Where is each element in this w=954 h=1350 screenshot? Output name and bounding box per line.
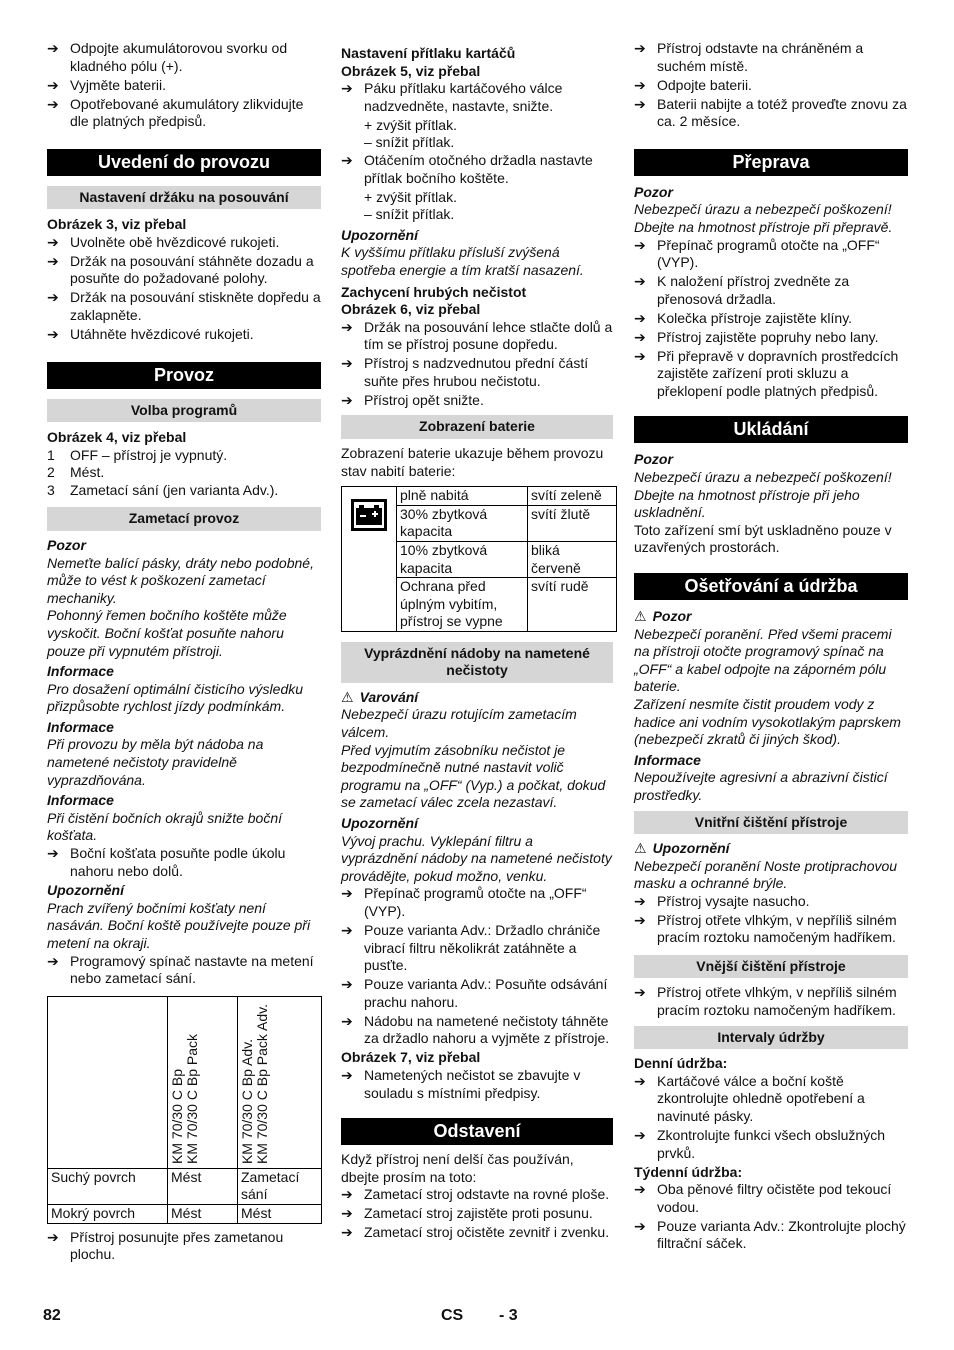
list-item: ➔ Odpojte akumulátorovou svorku od kladného pólu (+).	[47, 40, 288, 74]
figure-ref: Obrázek 6, viz přebal	[341, 301, 481, 318]
list-item: ➔ Odpojte baterii.	[634, 76, 752, 93]
column-1	[47, 40, 321, 1265]
subsection-heading: Nastavení držáku na posouvání	[47, 186, 321, 210]
figure-ref: Obrázek 4, viz přebal	[47, 429, 187, 446]
column-2: Nastavení přítlaku kartáčů Obrázek 5, viz přebal ➔ Páku přítlaku kartáčového válce nadzvedněte, nastavte, snižte. + zvýšit přítlak. – snížit přítlak. ➔ Otáčením otočného držadla nastavte přítlak bočního koštěte. + zvýšit přítlak. – snížit přítlak. Upozornění K vyššímu přítlaku přísluší zvýšená spotřeba energie a tím kratší nasazení. Zachycení hrubých nečistot Obrázek 6, viz přebal ➔ Držák na posouvání lehce stlačte dolů a tím se přístroj posune dopředu. ➔ Přístroj s nadzvednutou přední částí suňte přes hrubou nečistotu. ➔ Přístroj opět snižte. Zobrazení baterie Zobrazení baterie ukazuje během provozu stav nabití baterie: plně nabitá svítí zeleně 30% zbytková kapacita svítí žlutě 10% zbytková kapacita bliká červeně Ochrana před úplným vybitím, přístroj se vypne svítí rudě Vyprázdnění nádoby na nametené nečistoty ⚠ Varování Nebezpečí úrazu rotujícím zametacím válcem. Před vyjmutím zásobníku nečistot je bezpodmínečně nutné nastavit volič programu na „OFF“ (Vyp.) a počkat, dokud se zametací válec zcela nezastaví. Upozornění Vývoj prachu. Vyklepání filtru a vyprázdnění nádoby na nametené nečistoty provádějte, pokud možno, venku. ➔ Přepínač programů otočte na „OFF“ (VYP). ➔ Pouze varianta Adv.: Držadlo chrániče vibrací filtru několikrát zatáhněte a pusťte. ➔ Pouze varianta Adv.: Posuňte odsávání prachu nahoru. ➔ Nádobu na nametené nečistoty táhněte za držadlo nahoru a vyjměte z přístroje. Obrázek 7, viz přebal ➔ Nametených nečistot se zbavujte v souladu s místními předpisy. Odstavení Když přístroj není delší čas používán, dbejte prosím na toto: ➔ Zametací stroj odstavte na rovné ploše. ➔ Zametací stroj zajistěte proti posunu. ➔ Zametací stroj očistěte zevnitř i zvenku.	[341, 40, 613, 1243]
list-item: 3 Zametací sání (jen varianta Adv.).	[47, 481, 279, 498]
arrow-icon: ➔	[341, 80, 353, 97]
list-item: ➔ Páku přítlaku kartáčového válce nadzvedněte, nastavte, snižte.	[341, 80, 563, 114]
list-item: ➔ Přístroj vysajte nasucho.	[634, 892, 810, 909]
list-item: ➔ Přístroj posunujte přes zametanou plochu.	[47, 1228, 284, 1263]
page-sub-number: - 3	[499, 1307, 518, 1324]
table-row: Suchý povrch Mést Zametací sání	[48, 1168, 322, 1204]
arrow-icon: ➔	[634, 273, 646, 290]
figure-ref: Obrázek 3, viz přebal	[47, 216, 187, 233]
note-label: Informace	[634, 751, 701, 768]
arrow-icon: ➔	[47, 325, 59, 342]
table-header: KM 70/30 C Bp KM 70/30 C Bp Pack	[169, 1033, 200, 1164]
list-item: ➔ Přístroj otřete vlhkým, v nepříliš silném pracím roztoku namočeným hadříkem.	[634, 911, 897, 946]
section-heading: Přeprava	[634, 149, 908, 176]
arrow-icon: ➔	[341, 391, 353, 408]
subsection-heading: Vnější čištění přístroje	[634, 955, 908, 979]
note-label: Upozornění	[47, 882, 124, 899]
arrow-icon: ➔	[634, 1126, 646, 1143]
list-item: ➔ Přístroj zajistěte popruhy nebo lany.	[634, 328, 879, 345]
list-item: ➔ Přepínač programů otočte na „OFF“ (VYP).	[341, 885, 587, 919]
program-table	[47, 996, 322, 1224]
note-label: ⚠ Pozor	[634, 608, 692, 624]
figure-ref: Obrázek 5, viz přebal	[341, 62, 481, 79]
table-row: 30% zbytková kapacita svítí žlutě	[342, 505, 617, 541]
arrow-icon: ➔	[634, 911, 646, 928]
arrow-icon: ➔	[47, 1228, 59, 1245]
arrow-icon: ➔	[634, 1217, 646, 1234]
warning-icon: ⚠	[634, 840, 647, 857]
list-item: ➔ Zametací stroj zajistěte proti posunu.	[341, 1205, 593, 1222]
arrow-icon: ➔	[47, 952, 59, 969]
list-item: ➔ Přepínač programů otočte na „OFF“ (VYP).	[634, 236, 880, 271]
list-item: ➔ Oba pěnové filtry očistěte pod tekoucí vodou.	[634, 1181, 892, 1215]
arrow-icon: ➔	[341, 1205, 353, 1222]
note-text: Při provozu by měla být nádoba na nametené nečistoty pravidelně vyprazdňována.	[47, 736, 264, 788]
arrow-icon: ➔	[634, 347, 646, 364]
note-label: Informace	[47, 718, 114, 735]
table-row: 10% zbytková kapacita bliká červeně	[342, 541, 617, 577]
arrow-icon: ➔	[634, 328, 646, 345]
paragraph-title: Nastavení přítlaku kartáčů	[341, 45, 516, 61]
warning-icon: ⚠	[634, 608, 647, 624]
arrow-icon: ➔	[47, 289, 59, 306]
arrow-icon: ➔	[341, 1066, 353, 1083]
note-text: Nebezpečí úrazu a nebezpečí poškození! Dbejte na hmotnost přístroje při jeho uskladnění.	[634, 469, 892, 521]
note-text: Při čistění bočních okrajů snižte boční košťata.	[47, 809, 283, 844]
arrow-icon: ➔	[47, 252, 59, 269]
arrow-icon: ➔	[341, 1012, 353, 1029]
section-heading: Odstavení	[341, 1118, 613, 1145]
note-text: Pohonný řemen bočního koštěte může vyskočit. Boční košťat posuňte nahoru pouze při vypnutém přístroji.	[47, 607, 287, 659]
arrow-icon: ➔	[341, 151, 353, 168]
arrow-icon: ➔	[634, 1072, 646, 1089]
list-item: ➔ Při přepravě v dopravních prostředcích zajistěte zařízení proti skluzu a překlopení podle platných předpisů.	[634, 347, 899, 399]
subsection-heading: Zobrazení baterie	[341, 415, 613, 439]
list-item: ➔ Zametací stroj odstavte na rovné ploše.	[341, 1186, 610, 1203]
arrow-icon: ➔	[341, 976, 353, 993]
table-row: Mokrý povrch Mést Mést	[48, 1204, 322, 1223]
note-text: Pro dosažení optimální čisticího výsledku přizpůsobte rychlost jízdy podmínkám.	[47, 680, 304, 715]
list-item: ➔ Kartáčové válce a boční koště zkontrolujte ohledně opotřebení a navinuté pásky.	[634, 1072, 865, 1124]
warning-icon: ⚠	[341, 688, 354, 705]
list-item: ➔ Zametací stroj očistěte zevnitř i zvenku.	[341, 1224, 610, 1241]
list-item: ➔ Baterii nabijte a totéž proveďte znovu za ca. 2 měsíce.	[634, 95, 907, 130]
note-label: ⚠ Upozornění	[634, 840, 730, 857]
arrow-icon: ➔	[341, 1186, 353, 1203]
list-item: 2 Mést.	[47, 464, 105, 481]
note-text: Prach zvířený bočními košťaty není nasáván. Boční koště používejte pouze při metení na okraji.	[47, 899, 311, 952]
subsection-heading: Zametací provoz	[47, 507, 321, 531]
list-item: ➔ Pouze varianta Adv.: Posuňte odsávání prachu nahoru.	[341, 976, 608, 1010]
battery-icon	[351, 499, 387, 536]
paragraph-title: Zachycení hrubých nečistot	[341, 283, 527, 300]
arrow-icon: ➔	[634, 892, 646, 909]
note-text: Vývoj prachu. Vyklepání filtru a vyprázdnění nádoby na nametené nečistoty provádějte, pokud možno, venku.	[341, 832, 612, 884]
subsection-heading: Vnitřní čištění přístroje	[634, 811, 908, 835]
language-code: CS	[441, 1307, 464, 1324]
note-text: Nebezpečí poranění Noste protiprachovou masku a ochranné brýle.	[634, 857, 898, 892]
list-item: ➔ Přístroj otřete vlhkým, v nepříliš silném pracím roztoku namočeným hadříkem.	[634, 984, 897, 1019]
list-item: ➔ Opotřebované akumulátory zlikvidujte dle platných předpisů.	[47, 95, 304, 130]
note-text: Před vyjmutím zásobníku nečistot je bezpodmínečně nutné nastavit volič programu na „OFF“ (Vyp.) a počkat, dokud se zametací válec zcela nezastaví.	[341, 741, 606, 811]
list-item: ➔ Programový spínač nastavte na metení nebo zametací sání.	[47, 952, 314, 987]
list-item: ➔ Přístroj s nadzvednutou přední částí suňte přes hrubou nečistotu.	[341, 355, 589, 389]
list-item: ➔ Uvolněte obě hvězdicové rukojeti.	[47, 233, 280, 250]
arrow-icon: ➔	[47, 40, 59, 56]
note-label: Informace	[47, 663, 114, 680]
list-item: ➔ Otáčením otočného držadla nastavte přítlak bočního koštěte.	[341, 151, 593, 186]
section-heading: Provoz	[47, 362, 321, 389]
note-text: Zařízení nesmíte čistit proudem vody z hadice ani vodním vysokotlakým paprskem (nebezpečí zkratů či jiných škod).	[634, 695, 901, 748]
list-item: ➔ Vyjměte baterii.	[47, 76, 166, 93]
arrow-icon: ➔	[634, 40, 646, 56]
arrow-icon: ➔	[341, 355, 353, 372]
section-heading: Uvedení do provozu	[47, 149, 321, 176]
list-item: ➔ Boční košťata posuňte podle úkolu nahoru nebo dolů.	[47, 845, 286, 879]
list-item: ➔ Utáhněte hvězdicové rukojeti.	[47, 325, 254, 342]
list-item: ➔ K naložení přístroj zvedněte za přenosová držadla.	[634, 273, 850, 307]
page-number: 82	[43, 1307, 61, 1324]
note-text: K vyššímu přítlaku přísluší zvýšená spotřeba energie a tím kratší nasazení.	[341, 244, 584, 278]
note-text: Nebezpečí poranění. Před všemi pracemi na přístroji otočte programový spínač na „OFF“ a kabel odpojte na záporném pólu baterie.	[634, 625, 892, 695]
arrow-icon: ➔	[634, 309, 646, 326]
note-text: Nebezpečí úrazu rotujícím zametacím válcem.	[341, 706, 577, 741]
figure-ref: Obrázek 7, viz přebal	[341, 1049, 481, 1066]
note-label: Pozor	[634, 451, 673, 468]
note-label: Informace	[47, 792, 114, 809]
section-heading: Ošetřování a údržba	[634, 573, 908, 600]
list-item: ➔ Držák na posouvání stiskněte dopředu a zaklapněte.	[47, 289, 321, 323]
note-label: ⚠ Varování	[341, 688, 419, 705]
paragraph-title: Týdenní údržba:	[634, 1163, 743, 1180]
battery-table	[341, 486, 617, 632]
arrow-icon: ➔	[634, 95, 646, 112]
arrow-icon: ➔	[47, 95, 59, 112]
arrow-icon: ➔	[634, 236, 646, 253]
note-label: Pozor	[47, 536, 86, 553]
table-row: plně nabitá svítí zeleně	[342, 487, 617, 506]
subsection-heading: Intervaly údržby	[634, 1026, 908, 1050]
arrow-icon: ➔	[47, 233, 59, 250]
list-item: ➔ Nádobu na nametené nečistoty táhněte za držadlo nahoru a vyjměte z přístroje.	[341, 1012, 610, 1047]
arrow-icon: ➔	[634, 984, 646, 1001]
arrow-icon: ➔	[341, 318, 353, 335]
list-item: ➔ Pouze varianta Adv.: Zkontrolujte plochý filtrační sáček.	[634, 1217, 906, 1252]
table-row: Ochrana před úplným vybitím, přístroj se vypne svítí rudě	[342, 578, 617, 632]
list-item: ➔ Přístroj odstavte na chráněném a suchém místě.	[634, 40, 864, 74]
note-text: Nepoužívejte agresivní a abrazivní čisticí prostředky.	[634, 769, 888, 803]
list-item: ➔ Držák na posouvání stáhněte dozadu a posuňte do požadované polohy.	[47, 252, 314, 287]
table-header: KM 70/30 C Bp Adv. KM 70/30 C Bp Pack Adv.	[239, 1003, 270, 1164]
list-item: ➔ Zkontrolujte funkci všech obslužných prvků.	[634, 1126, 885, 1161]
list-item: ➔ Nametených nečistot se zbavujte v souladu s místními předpisy.	[341, 1066, 581, 1101]
list-item: ➔ Kolečka přístroje zajistěte klíny.	[634, 309, 853, 326]
arrow-icon: ➔	[634, 1181, 646, 1198]
subsection-heading: Volba programů	[47, 399, 321, 423]
note-label: Upozornění	[341, 815, 418, 832]
arrow-icon: ➔	[341, 921, 353, 938]
note-label: Upozornění	[341, 226, 418, 243]
paragraph-title: Denní údržba:	[634, 1055, 728, 1072]
note-text: Nemeťte balící pásky, dráty nebo podobné, může to vést k poškození zametací mechaniky.	[47, 554, 314, 606]
arrow-icon: ➔	[47, 845, 59, 862]
note-text: Nebezpečí úrazu a nebezpečí poškození! Dbejte na hmotnost přístroje při přepravě.	[634, 201, 893, 235]
section-heading: Ukládání	[634, 416, 908, 443]
list-item: ➔ Držák na posouvání lehce stlačte dolů a tím se přístroj posune dopředu.	[341, 318, 613, 353]
arrow-icon: ➔	[634, 76, 646, 93]
list-item: ➔ Přístroj opět snižte.	[341, 391, 484, 408]
column-3: ➔ Přístroj odstavte na chráněném a suchém místě. ➔ Odpojte baterii. ➔ Baterii nabijte a totéž proveďte znovu za ca. 2 měsíce. Přeprava Pozor Nebezpečí úrazu a nebezpečí poškození! Dbejte na hmotnost přístroje při přepravě. ➔ Přepínač programů otočte na „OFF“ (VYP). ➔ K naložení přístroj zvedněte za přenosová držadla. ➔ Kolečka přístroje zajistěte klíny. ➔ Přístroj zajistěte popruhy nebo lany. ➔ Při přepravě v dopravních prostředcích zajistěte zařízení proti skluzu a překlopení podle platných předpisů. Ukládání Pozor Nebezpečí úrazu a nebezpečí poškození! Dbejte na hmotnost přístroje při jeho uskladnění. Toto zařízení smí být uskladněno pouze v uzavřených prostorách. Ošetřování a údržba ⚠ Pozor Nebezpečí poranění. Před všemi pracemi na přístroji otočte programový spínač na „OFF“ a kabel odpojte na záporném pólu baterie. Zařízení nesmíte čistit proudem vody z hadice ani vodním vysokotlakým paprskem (nebezpečí zkratů či jiných škod). Informace Nepoužívejte agresivní a abrazivní čisticí prostředky. Vnitřní čištění přístroje ⚠ Upozornění Nebezpečí poranění Noste protiprachovou masku a ochranné brýle. ➔ Přístroj vysajte nasucho. ➔ Přístroj otřete vlhkým, v nepříliš silném pracím roztoku namočeným hadříkem. Vnější čištění přístroje ➔ Přístroj otřete vlhkým, v nepříliš silném pracím roztoku namočeným hadříkem. Intervaly údržby Denní údržba: ➔ Kartáčové válce a boční koště zkontrolujte ohledně opotřebení a navinuté pásky. ➔ Zkontrolujte funkci všech obslužných prvků. Týdenní údržba: ➔ Oba pěnové filtry očistěte pod tekoucí vodou. ➔ Pouze varianta Adv.: Zkontrolujte plochý filtrační sáček.	[634, 40, 907, 1252]
subsection-heading: Vyprázdnění nádoby na nametené nečistoty	[341, 642, 613, 683]
list-item: ➔ Pouze varianta Adv.: Držadlo chrániče vibrací filtru několikrát zatáhněte a pusťte.	[341, 921, 601, 974]
arrow-icon: ➔	[47, 76, 59, 93]
note-label: Pozor	[634, 183, 673, 200]
list-item: 1 OFF – přístroj je vypnutý.	[47, 446, 228, 463]
arrow-icon: ➔	[341, 885, 353, 902]
arrow-icon: ➔	[341, 1224, 353, 1241]
